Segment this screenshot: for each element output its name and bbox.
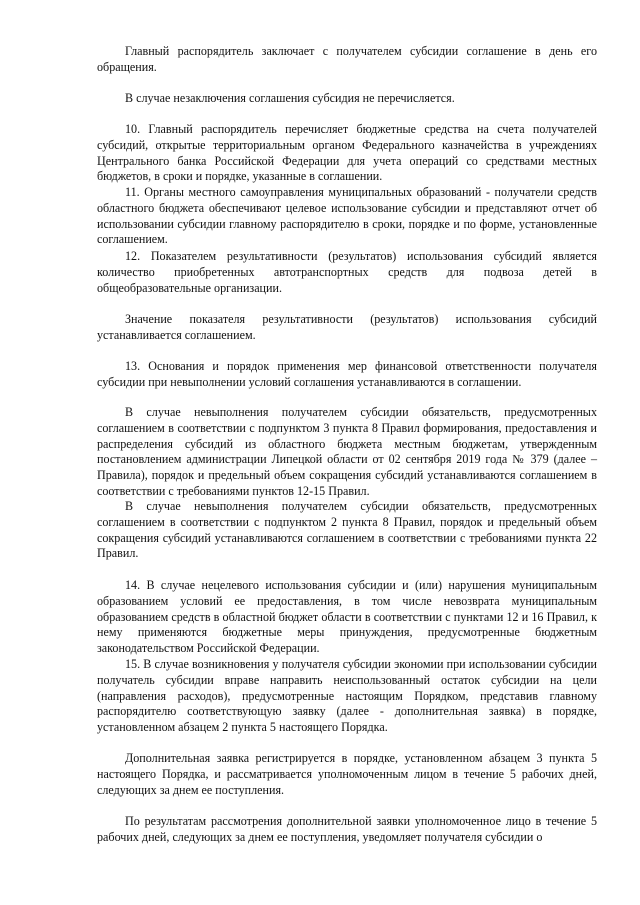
paragraph-9: В случае невыполнения получателем субсидии обязательств, предусмотренных соглашением в соответствии с подпунктом 2 пункта 8 Правил, порядок и предельный объем сокращения субсидий устанавливаются соглашением в соответствии с требованиями пункта 22 Правил. [97,499,597,561]
paragraph-4: 11. Органы местного самоуправления муниципальных образований - получатели средств областного бюджета обеспечивают целевое использование субсидии и представляют отчет об использовании субсидии главному распорядителю в сроки, порядке и по форме, установленные соглашением. [97,185,597,247]
paragraph-10: 14. В случае нецелевого использования субсидии и (или) нарушения муниципальным образованием условий ее предоставления, в том числе невозврата муниципальным образованием средств в областной бюджет области в соответствии с пунктами 12 и 16 Правил, к нему применяются бюджетные меры принуждения, предусмотренные бюджетным законодательством Российской Федерации. [97,578,597,656]
paragraph-11: 15. В случае возникновения у получателя субсидии экономии при использовании субсидии получатель субсидии вправе направить неиспользованный остаток субсидии на цели (направления расходов), предусмотренные настоящим Порядком, представив главному распорядителю соответствующую заявку (далее - дополнительная заявка) в порядке, установленном абзацем 2 пункта 5 настоящего Порядка. [97,657,597,735]
paragraph-12: Дополнительная заявка регистрируется в порядке, установленном абзацем 3 пункта 5 настоящего Порядка, и рассматривается уполномоченным лицом в течение 5 рабочих дней, следующих за днем ее поступления. [97,751,597,797]
paragraph-7: 13. Основания и порядок применения мер финансовой ответственности получателя субсидии при невыполнении условий соглашения устанавливаются в соглашении. [97,359,597,389]
paragraph-2: В случае незаключения соглашения субсидия не перечисляется. [125,91,455,105]
paragraph-8: В случае невыполнения получателем субсидии обязательств, предусмотренных соглашением в соответствии с подпунктом 3 пункта 8 Правил формирования, предоставления и распределения субсидий из областного бюджета местным бюджетам, утвержденным постановлением администрации Липецкой области от 02 сентября 2019 года № 379 (далее – Правила), порядок и предельный объем сокращения субсидий устанавливаются соглашением в соответствии с требованиями пунктов 12-15 Правил. [97,405,597,498]
paragraph-3: 10. Главный распорядитель перечисляет бюджетные средства на счета получателей субсидий, открытые территориальным органом Федерального казначейства в учреждениях Центрального банка Российской Федерации для учета операций со средствами местных бюджетов, в сроки и порядке, указанные в соглашении. [97,122,597,184]
paragraph-5: 12. Показателем результативности (результатов) использования субсидий является количество приобретенных автотранспортных средств для подвоза детей в общеобразовательные организации. [97,249,597,295]
paragraph-6: Значение показателя результативности (результатов) использования субсидий устанавливается соглашением. [97,312,597,342]
paragraph-13: По результатам рассмотрения дополнительной заявки уполномоченное лицо в течение 5 рабочих дней, следующих за днем ее поступления, уведомляет получателя субсидии о [97,814,597,844]
paragraph-1: Главный распорядитель заключает с получателем субсидии соглашение в день его обращения. [97,44,597,74]
